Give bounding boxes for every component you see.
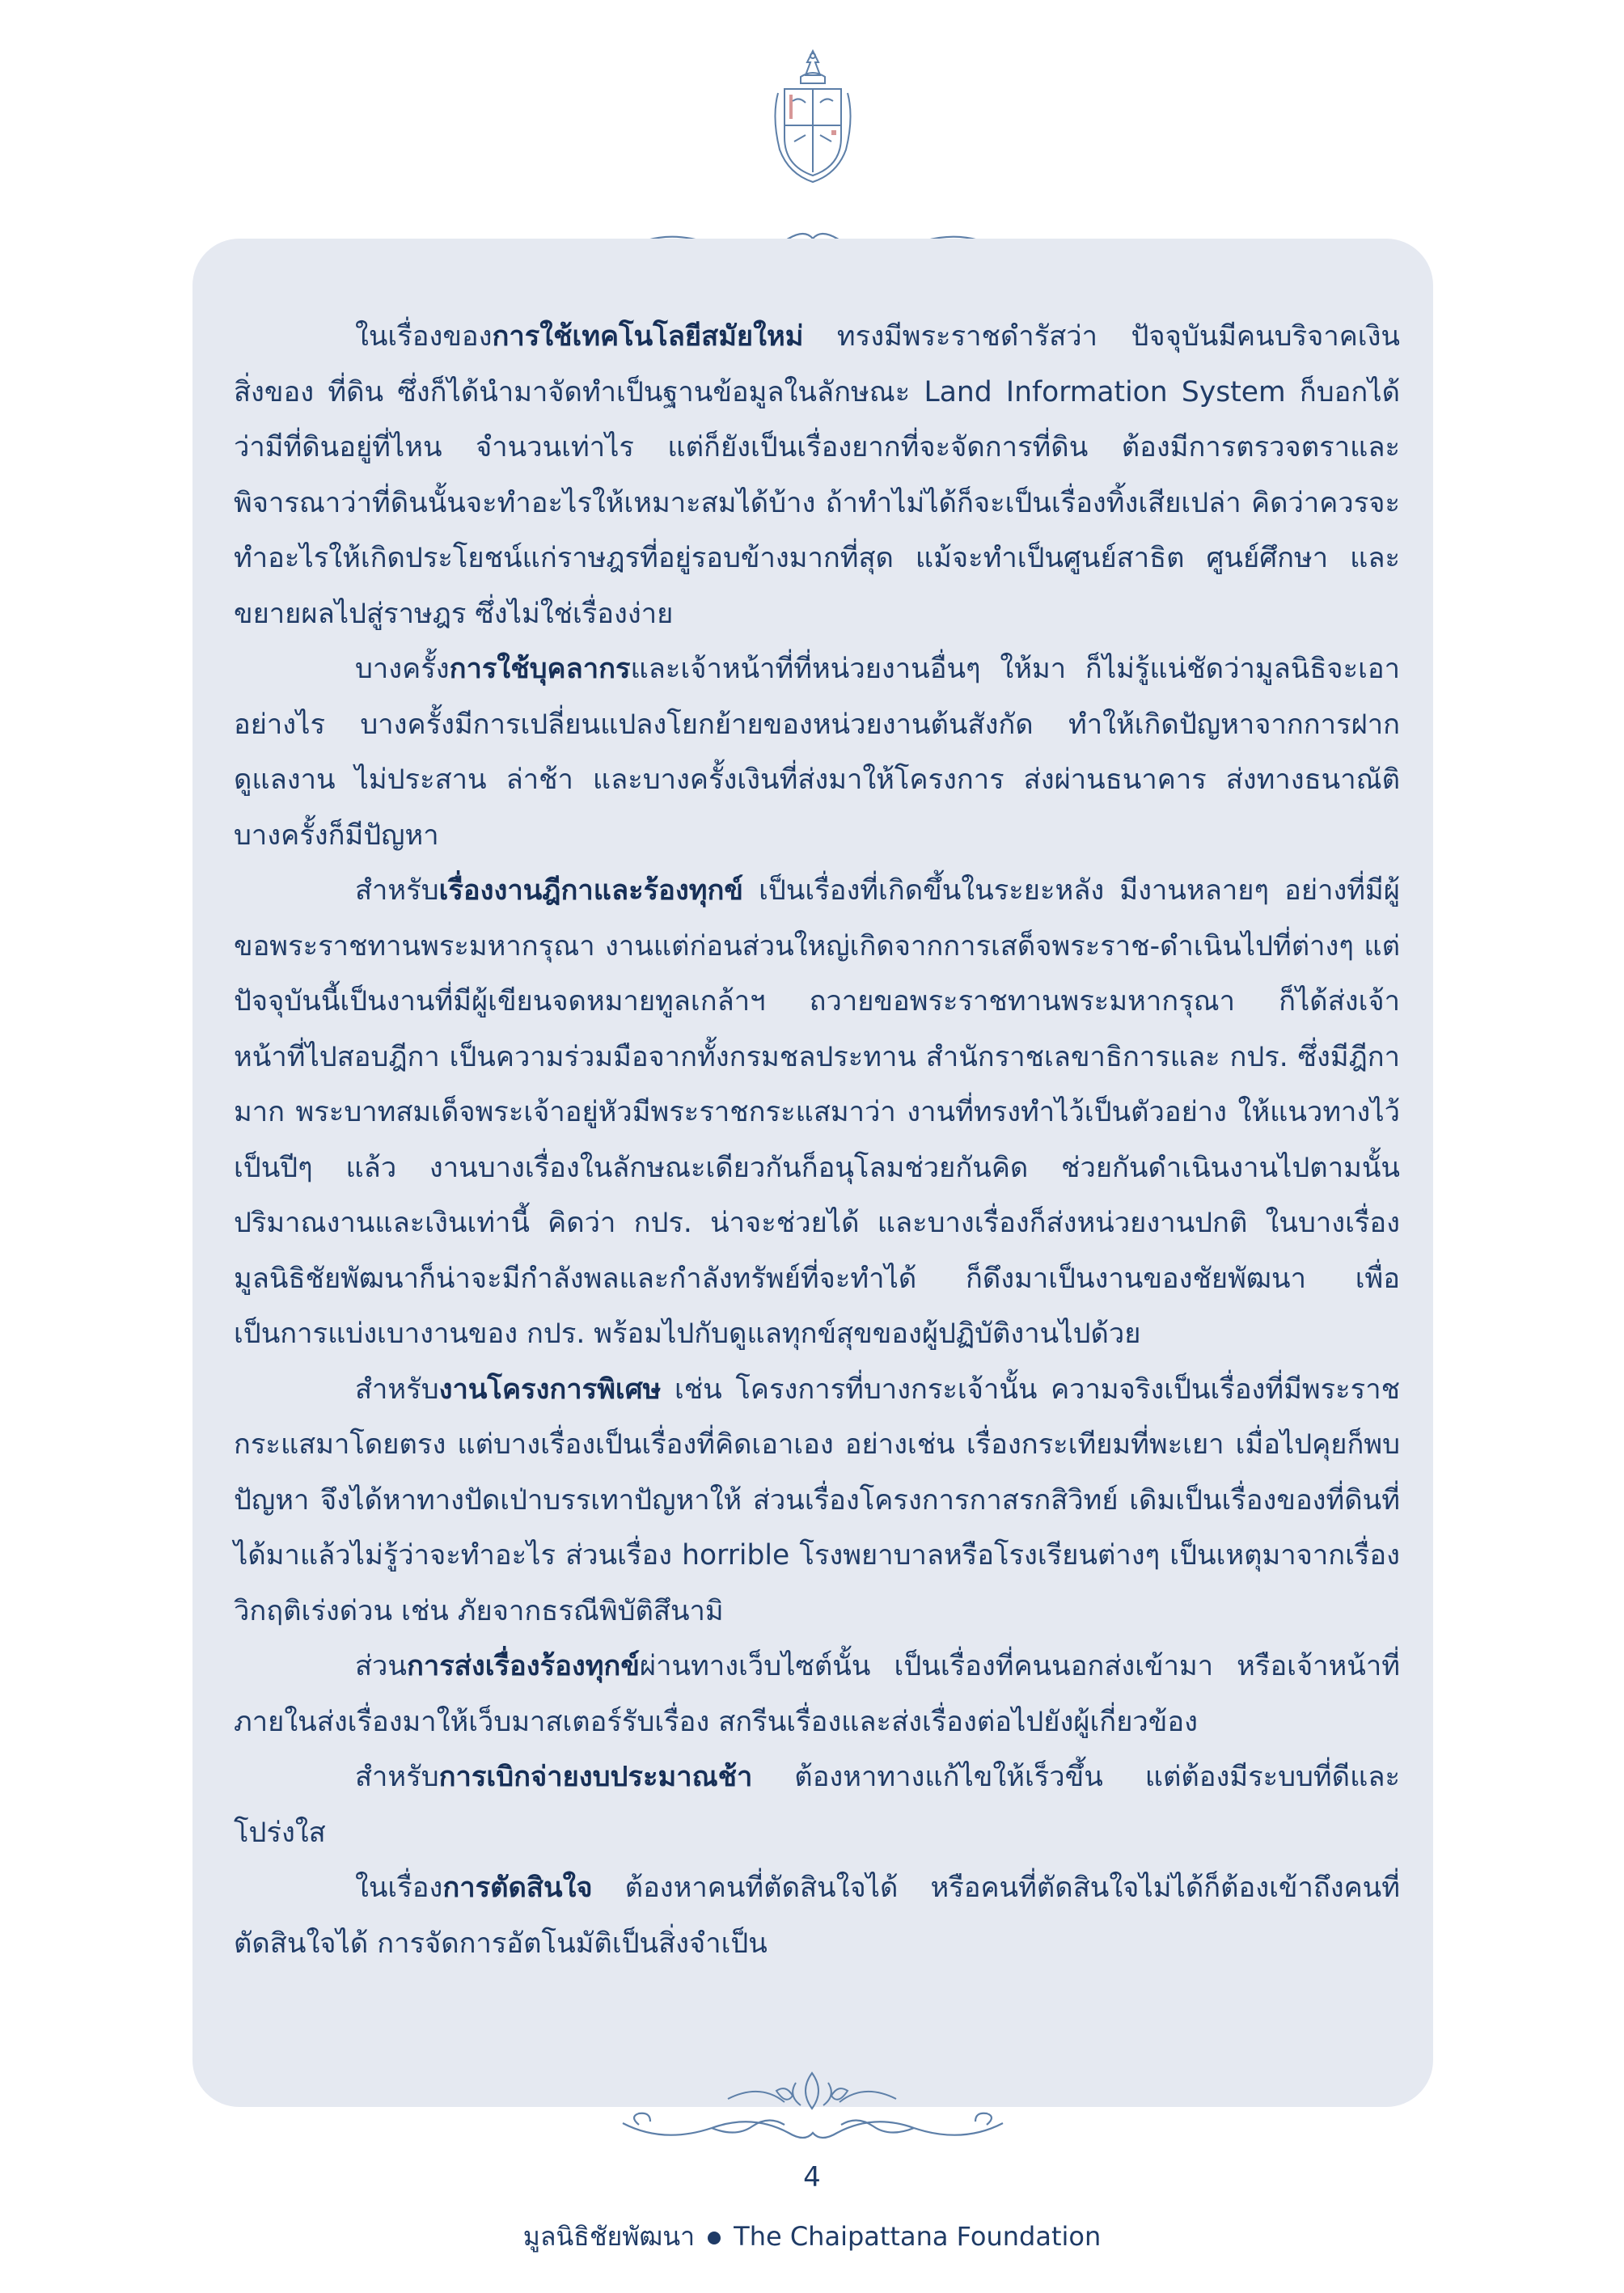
paragraph-complaints: ส่วนการส่งเรื่องร้องทุกข์ผ่านทางเว็บไซต์นั้น เป็นเรื่องที่คนนอกส่งเข้ามา หรือเจ้าหน้าที่ภายในส่งเรื่องมาให้เว็บมาสเตอร์รับเรื่อง สกรีนเรื่องและส่งเรื่องต่อไปยังผู้เกี่ยวข้อง xyxy=(234,1650,1400,1738)
footer-org-thai: มูลนิธิชัยพัฒนา xyxy=(522,2221,696,2252)
heading-petitions: เรื่องงานฎีกาและร้องทุกข์ xyxy=(438,874,743,907)
page-number: 4 xyxy=(803,2161,821,2194)
footer-org-english: The Chaipattana Foundation xyxy=(734,2221,1102,2252)
document-body xyxy=(234,309,1400,1971)
paragraph-petitions: สำหรับเรื่องงานฎีกาและร้องทุกข์ เป็นเรื่องที่เกิดขึ้นในระยะหลัง มีงานหลายๆ อย่างที่มีผู้ขอพระราชทานพระมหากรุณา งานแต่ก่อนส่วนใหญ่เกิดจากการเสด็จพระราช-ดำเนินไปที่ต่างๆ แต่ปัจจุบันนี้เป็นงานที่มีผู้เขียนจดหมายทูลเกล้าฯ ถวายขอพระราชทานพระมหากรุณา ก็ได้ส่งเจ้าหน้าที่ไปสอบฎีกา เป็นความร่วมมือจากทั้งกรมชลประทาน สำนักราชเลขาธิการและ กปร. ซึ่งมีฎีกามาก พระบาทสมเด็จพระเจ้าอยู่หัวมีพระราชกระแสมาว่า งานที่ทรงทำไว้เป็นตัวอย่าง ให้แนวทางไว้เป็นปีๆ แล้ว งานบางเรื่องในลักษณะเดียวกันก็อนุโลมช่วยกันคิด ช่วยกันดำเนินงานไปตามนั้น ปริมาณงานและเงินเท่านี้ คิดว่า กปร. น่าจะช่วยได้ และบางเรื่องก็ส่งหน่วยงานปกติ ในบางเรื่องมูลนิธิชัยพัฒนาก็น่าจะมีกำลังพลและกำลังทรัพย์ที่จะทำได้ ก็ดึงมาเป็นงานของชัยพัฒนา เพื่อเป็นการแบ่งเบางานของ กปร. พร้อมไปกับดูแลทุกข์สุขของผู้ปฏิบัติงานไปด้วย xyxy=(234,874,1400,1350)
heading-personnel: การใช้บุคลากร xyxy=(449,653,631,685)
bottom-scroll-ornament-icon xyxy=(615,2107,1011,2156)
chaipattana-emblem-icon xyxy=(760,44,865,190)
heading-technology: การใช้เทคโนโลยีสมัยใหม่ xyxy=(492,320,804,353)
heading-budget: การเบิกจ่ายงบประมาณช้า xyxy=(438,1761,753,1793)
heading-decision: การตัดสินใจ xyxy=(442,1872,593,1904)
paragraph-special-projects: สำหรับงานโครงการพิเศษ เช่น โครงการที่บางกระเจ้านั้น ความจริงเป็นเรื่องที่มีพระราชกระแสมาโดยตรง แต่บางเรื่องเป็นเรื่องที่คิดเอาเอง อย่างเช่น เรื่องกระเทียมที่พะเยา เมื่อไปคุยก็พบปัญหา จึงได้หาทางปัดเป่าบรรเทาปัญหาให้ ส่วนเรื่องโครงการกาสรกสิวิทย์ เดิมเป็นเรื่องของที่ดินที่ได้มาแล้วไม่รู้ว่าจะทำอะไร ส่วนเรื่อง horrible โรงพยาบาลหรือโรงเรียนต่างๆ เป็นเหตุมาจากเรื่องวิกฤติเร่งด่วน เช่น ภัยจากธรณีพิบัติสึนามิ xyxy=(234,1373,1400,1627)
footer xyxy=(0,2216,1624,2257)
paragraph-decision: ในเรื่องการตัดสินใจ ต้องหาคนที่ตัดสินใจได้ หรือคนที่ตัดสินใจไม่ได้ก็ต้องเข้าถึงคนที่ตัดสินใจได้ การจัดการอัตโนมัติเป็นสิ่งจำเป็น xyxy=(234,1872,1400,1960)
heading-special-projects: งานโครงการพิเศษ xyxy=(438,1373,662,1406)
heading-complaints: การส่งเรื่องร้องทุกข์ xyxy=(407,1650,640,1682)
bullet-dot-icon xyxy=(708,2232,721,2244)
paragraph-personnel: บางครั้งการใช้บุคลากรและเจ้าหน้าที่ที่หน่วยงานอื่นๆ ให้มา ก็ไม่รู้แน่ชัดว่ามูลนิธิจะเอาอย่างไร บางครั้งมีการเปลี่ยนแปลงโยกย้ายของหน่วยงานต้นสังกัด ทำให้เกิดปัญหาจากการฝากดูแลงาน ไม่ประสาน ล่าช้า และบางครั้งเงินที่ส่งมาให้โครงการ ส่งผ่านธนาคาร ส่งทางธนาณัติ บางครั้งก็มีปัญหา xyxy=(234,653,1400,852)
paragraph-budget: สำหรับการเบิกจ่ายงบประมาณช้า ต้องหาทางแก้ไขให้เร็วขึ้น แต่ต้องมีระบบที่ดีและโปร่งใส xyxy=(234,1761,1400,1849)
paragraph-technology: ในเรื่องของการใช้เทคโนโลยีสมัยใหม่ ทรงมีพระราชดำรัสว่า ปัจจุบันมีคนบริจาคเงิน สิ่งของ ที่ดิน ซึ่งก็ได้นำมาจัดทำเป็นฐานข้อมูลในลักษณะ Land Information System ก็บอกได้ว่ามีที่ดินอยู่ที่ไหน จำนวนเท่าไร แต่ก็ยังเป็นเรื่องยากที่จะจัดการที่ดิน ต้องมีการตรวจตราและพิจารณาว่าที่ดินนั้นจะทำอะไรให้เหมาะสมได้บ้าง ถ้าทำไม่ได้ก็จะเป็นเรื่องทิ้งเสียเปล่า คิดว่าควรจะทำอะไรให้เกิดประโยชน์แก่ราษฎรที่อยู่รอบข้างมากที่สุด แม้จะทำเป็นศูนย์สาธิต ศูนย์ศึกษา และขยายผลไปสู่ราษฎร ซึ่งไม่ใช่เรื่องง่าย xyxy=(234,320,1400,630)
